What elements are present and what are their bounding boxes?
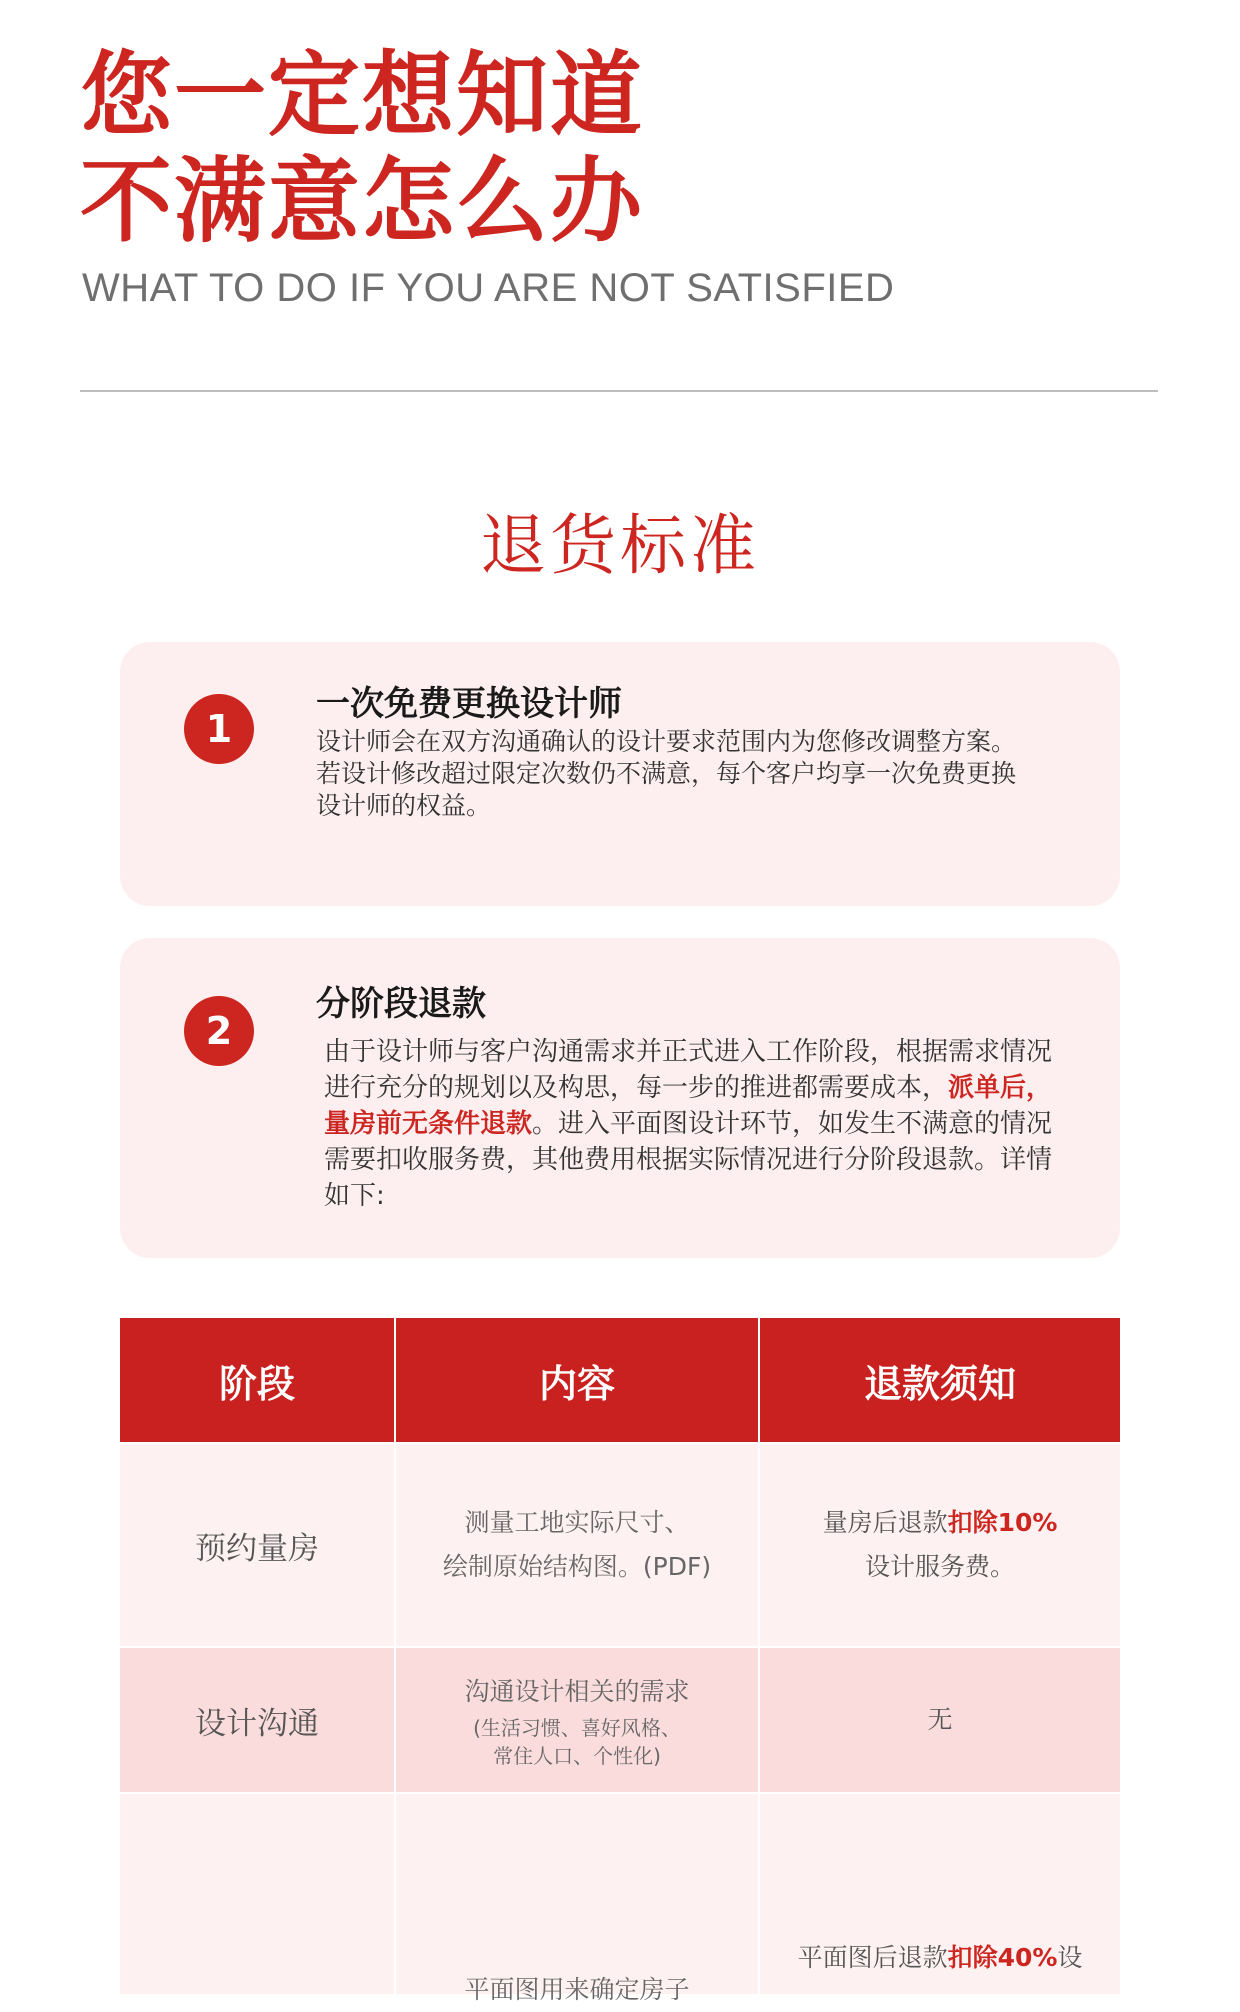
stage-cell [120, 1794, 394, 1994]
note-cell [760, 1444, 1120, 1646]
hero-title-line1: 您一定想知道 [80, 42, 645, 149]
card-body [324, 1034, 1064, 1214]
section-title: 退货标准 [480, 507, 760, 584]
table-row [120, 1648, 1120, 1792]
content-line: 绘制原始结构图。(PDF) [442, 1552, 712, 1581]
table-row [120, 1444, 1120, 1646]
body-text: 。进入平面图设计环节，如发生不满意的情况需要扣收服务费，其他费用根据实际情况进行分阶段退款。详情如下: [324, 1109, 1053, 1211]
note-text: 平面图后退款 [797, 1943, 948, 1972]
stage-cell [120, 1648, 394, 1792]
stage-label: 设计沟通 [195, 1705, 319, 1742]
content-cell [396, 1444, 758, 1646]
step-number-badge: 1 [184, 694, 254, 764]
content-cell [396, 1648, 758, 1792]
step-number-badge: 2 [184, 996, 254, 1066]
content-line: 平面图用来确定房子 [464, 1975, 690, 2004]
content-detail: (生活习惯、喜好风格、 [473, 1716, 681, 1740]
note-cell [760, 1794, 1120, 1994]
column-header: 内容 [396, 1318, 758, 1442]
note-highlight: 扣除10% [947, 1508, 1058, 1537]
note-text: 量房后退款 [822, 1508, 948, 1537]
note-line: 设计服务费。 [864, 1552, 1015, 1581]
note-text: 设 [1057, 1943, 1083, 1972]
table-header-row [120, 1318, 1120, 1442]
stage-label: 预约量房 [195, 1530, 319, 1567]
note-line [798, 1936, 1083, 1980]
content-detail: 常住人口、个性化) [493, 1744, 661, 1768]
table-row [120, 1794, 1120, 2004]
body-text: 由于设计师与客户沟通需求并正式进入工作阶段，根据需求情况进行充分的规划以及构思，每一步的推进都需要成本， [324, 1037, 1053, 1103]
content-cell [396, 1794, 758, 2004]
column-header: 退款须知 [760, 1318, 1120, 1442]
policy-card-1 [120, 642, 1120, 906]
column-header: 阶段 [120, 1318, 394, 1442]
body-highlight: 派单后，量房前无条件退款 [324, 1073, 1053, 1139]
policy-card-2 [120, 938, 1120, 1258]
divider [80, 390, 1158, 392]
card-body: 设计师会在双方沟通确认的设计要求范围内为您修改调整方案。若设计修改超过限定次数仍不满意，每个客户均享一次免费更换设计师的权益。 [316, 727, 1017, 820]
card-title: 分阶段退款 [316, 984, 486, 1024]
hero-title-line2: 不满意怎么办 [80, 148, 645, 255]
note-line [823, 1501, 1058, 1545]
card-title: 一次免费更换设计师 [316, 684, 622, 724]
note-text: 无 [927, 1705, 953, 1734]
content-line: 测量工地实际尺寸、 [464, 1508, 690, 1537]
note-highlight: 扣除40% [947, 1943, 1058, 1972]
hero-subtitle: WHAT TO DO IF YOU ARE NOT SATISFIED [82, 266, 895, 310]
content-line: 沟通设计相关的需求 [464, 1677, 690, 1706]
stage-cell [120, 1444, 394, 1646]
note-cell [760, 1648, 1120, 1792]
